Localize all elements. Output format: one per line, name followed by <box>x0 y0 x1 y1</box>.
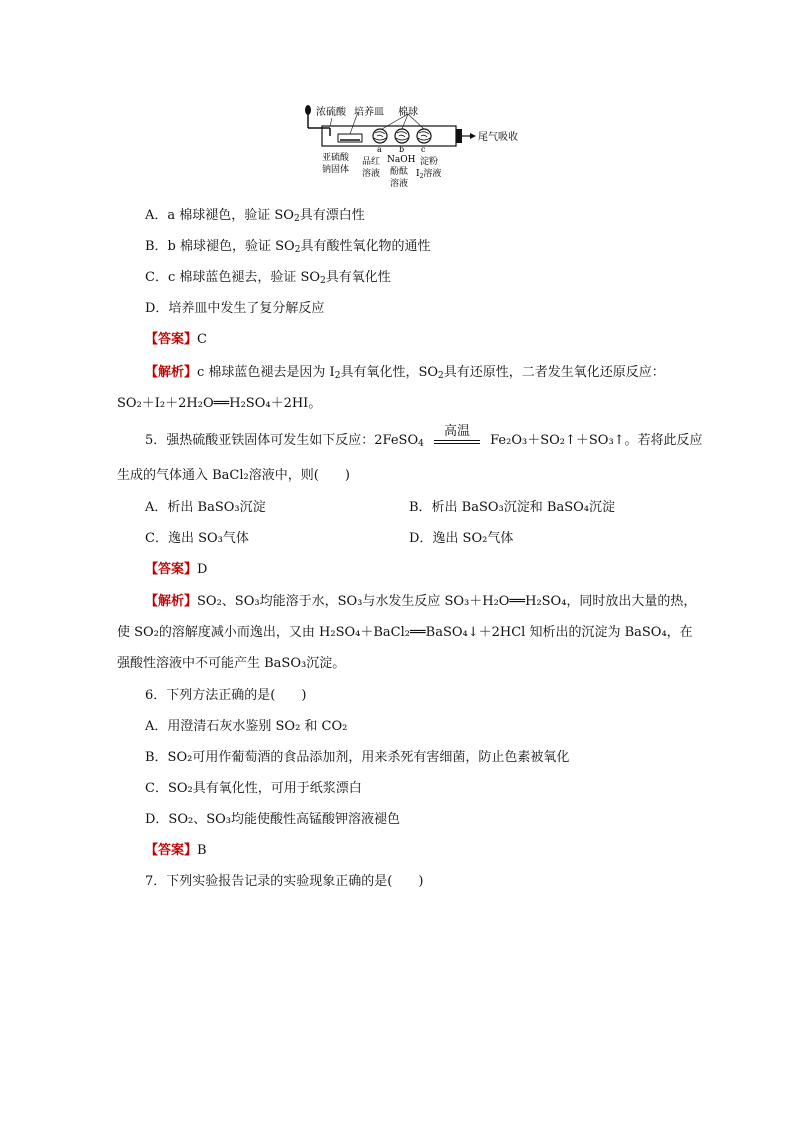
q4-option-b: B．b 棉球褪色，验证 $SO_2$具有酸性氧化物的通性 <box>145 239 431 255</box>
q5-option-b: B．析出 BaSO₃沉淀和 BaSO₄沉淀 <box>409 500 615 515</box>
q4-option-d: D．培养皿中发生了复分解反应 <box>145 301 325 316</box>
answer-tag: 【答案】 <box>145 843 198 858</box>
reagent-a-2: 溶液 <box>362 169 381 179</box>
q6-option-d: D．SO₂、SO₃均能使酸性高锰酸钾溶液褪色 <box>145 812 400 827</box>
cotton-ball-c <box>417 129 431 143</box>
culture-dish <box>338 134 362 142</box>
q4-analysis-line-2: SO₂＋I₂＋2H₂O══H₂SO₄＋2HI。 <box>117 396 322 411</box>
reagent-c-2: $I_2$溶液 <box>416 169 442 180</box>
label-dish: 培养皿 <box>354 107 384 118</box>
label-cotton: 棉球 <box>398 107 418 118</box>
q4-analysis-line-1: 【解析】c 棉球蓝色褪去是因为 $I_2$具有氧化性，$SO_2$具有还原性，二者发生氧化还原反应： <box>145 365 665 381</box>
label-solid-1: 亚硫酸 <box>322 153 350 163</box>
apparatus-diagram <box>300 98 530 194</box>
label-tail: 尾气吸收 <box>478 132 518 143</box>
letter-a: a <box>377 145 382 154</box>
q4-option-a: A．a 棉球褪色，验证 $SO_2$具有漂白性 <box>145 208 365 224</box>
analysis-tag: 【解析】 <box>145 594 198 609</box>
q6-option-c: C．SO₂具有氧化性，可用于纸浆漂白 <box>145 781 362 796</box>
letter-b: b <box>399 145 405 154</box>
answer-tag: 【答案】 <box>145 562 198 577</box>
label-acid: 浓硫酸 <box>316 107 346 118</box>
cotton-ball-b <box>395 129 409 143</box>
q5-analysis-line-2: 使 SO₂的溶解度减小而逸出，又由 H₂SO₄＋BaCl₂══BaSO₄↓＋2HCl 知析出的沉淀为 BaSO₄，在 <box>117 625 693 640</box>
q5-analysis-line-1: 【解析】SO₂、SO₃均能溶于水，SO₃与水发生反应 SO₃＋H₂O══H₂SO₄，同时放出大量的热， <box>145 594 697 609</box>
reagent-a-1: 品红 <box>362 157 381 167</box>
q5-analysis-line-3: 强酸性溶液中不可能产生 BaSO₃沉淀。 <box>117 656 346 671</box>
letter-c: c <box>421 145 426 154</box>
q5-option-c: C．逸出 SO₃气体 <box>145 531 249 546</box>
answer-tag: 【答案】 <box>145 332 198 347</box>
q4-option-c: C．c 棉球蓝色褪去，验证 $SO_2$具有氧化性 <box>145 270 391 286</box>
label-solid-2: 钠固体 <box>322 165 350 175</box>
q5-answer: 【答案】D <box>145 562 208 577</box>
cotton-ball-a <box>373 129 387 143</box>
reagent-b-3: 溶液 <box>390 179 409 189</box>
q6-option-b: B．SO₂可用作葡萄酒的食品添加剂，用来杀死有害细菌，防止色素被氧化 <box>145 750 570 765</box>
q7-stem: 7．下列实验报告记录的实验现象正确的是( ) <box>145 874 424 889</box>
q6-option-a: A．用澄清石灰水鉴别 SO₂ 和 CO₂ <box>145 719 348 734</box>
q6-stem: 6．下列方法正确的是( ) <box>145 688 307 703</box>
q4-answer: 【答案】C <box>145 332 207 347</box>
q5-stem-line-2: 生成的气体通入 BaCl₂溶液中，则( ) <box>117 468 350 483</box>
reaction-arrow <box>434 424 480 444</box>
reagent-b-2: 酚酞 <box>390 167 409 177</box>
q5-option-d: D．逸出 SO₂气体 <box>409 531 514 546</box>
q6-answer: 【答案】B <box>145 843 207 858</box>
reagent-c-1: 淀粉 <box>420 157 439 167</box>
reagent-b-1: NaOH <box>387 155 416 165</box>
q5-option-a: A．析出 BaSO₃沉淀 <box>145 500 266 515</box>
q5-stem-line-1: 5．强热硫酸亚铁固体可发生如下反应：2FeSO$_4$ 高温 Fe₂O₃＋SO₂↑＋SO₃↑。若将此反应 <box>145 424 703 449</box>
reaction-condition: 高温 <box>443 424 470 439</box>
analysis-tag: 【解析】 <box>145 365 198 380</box>
